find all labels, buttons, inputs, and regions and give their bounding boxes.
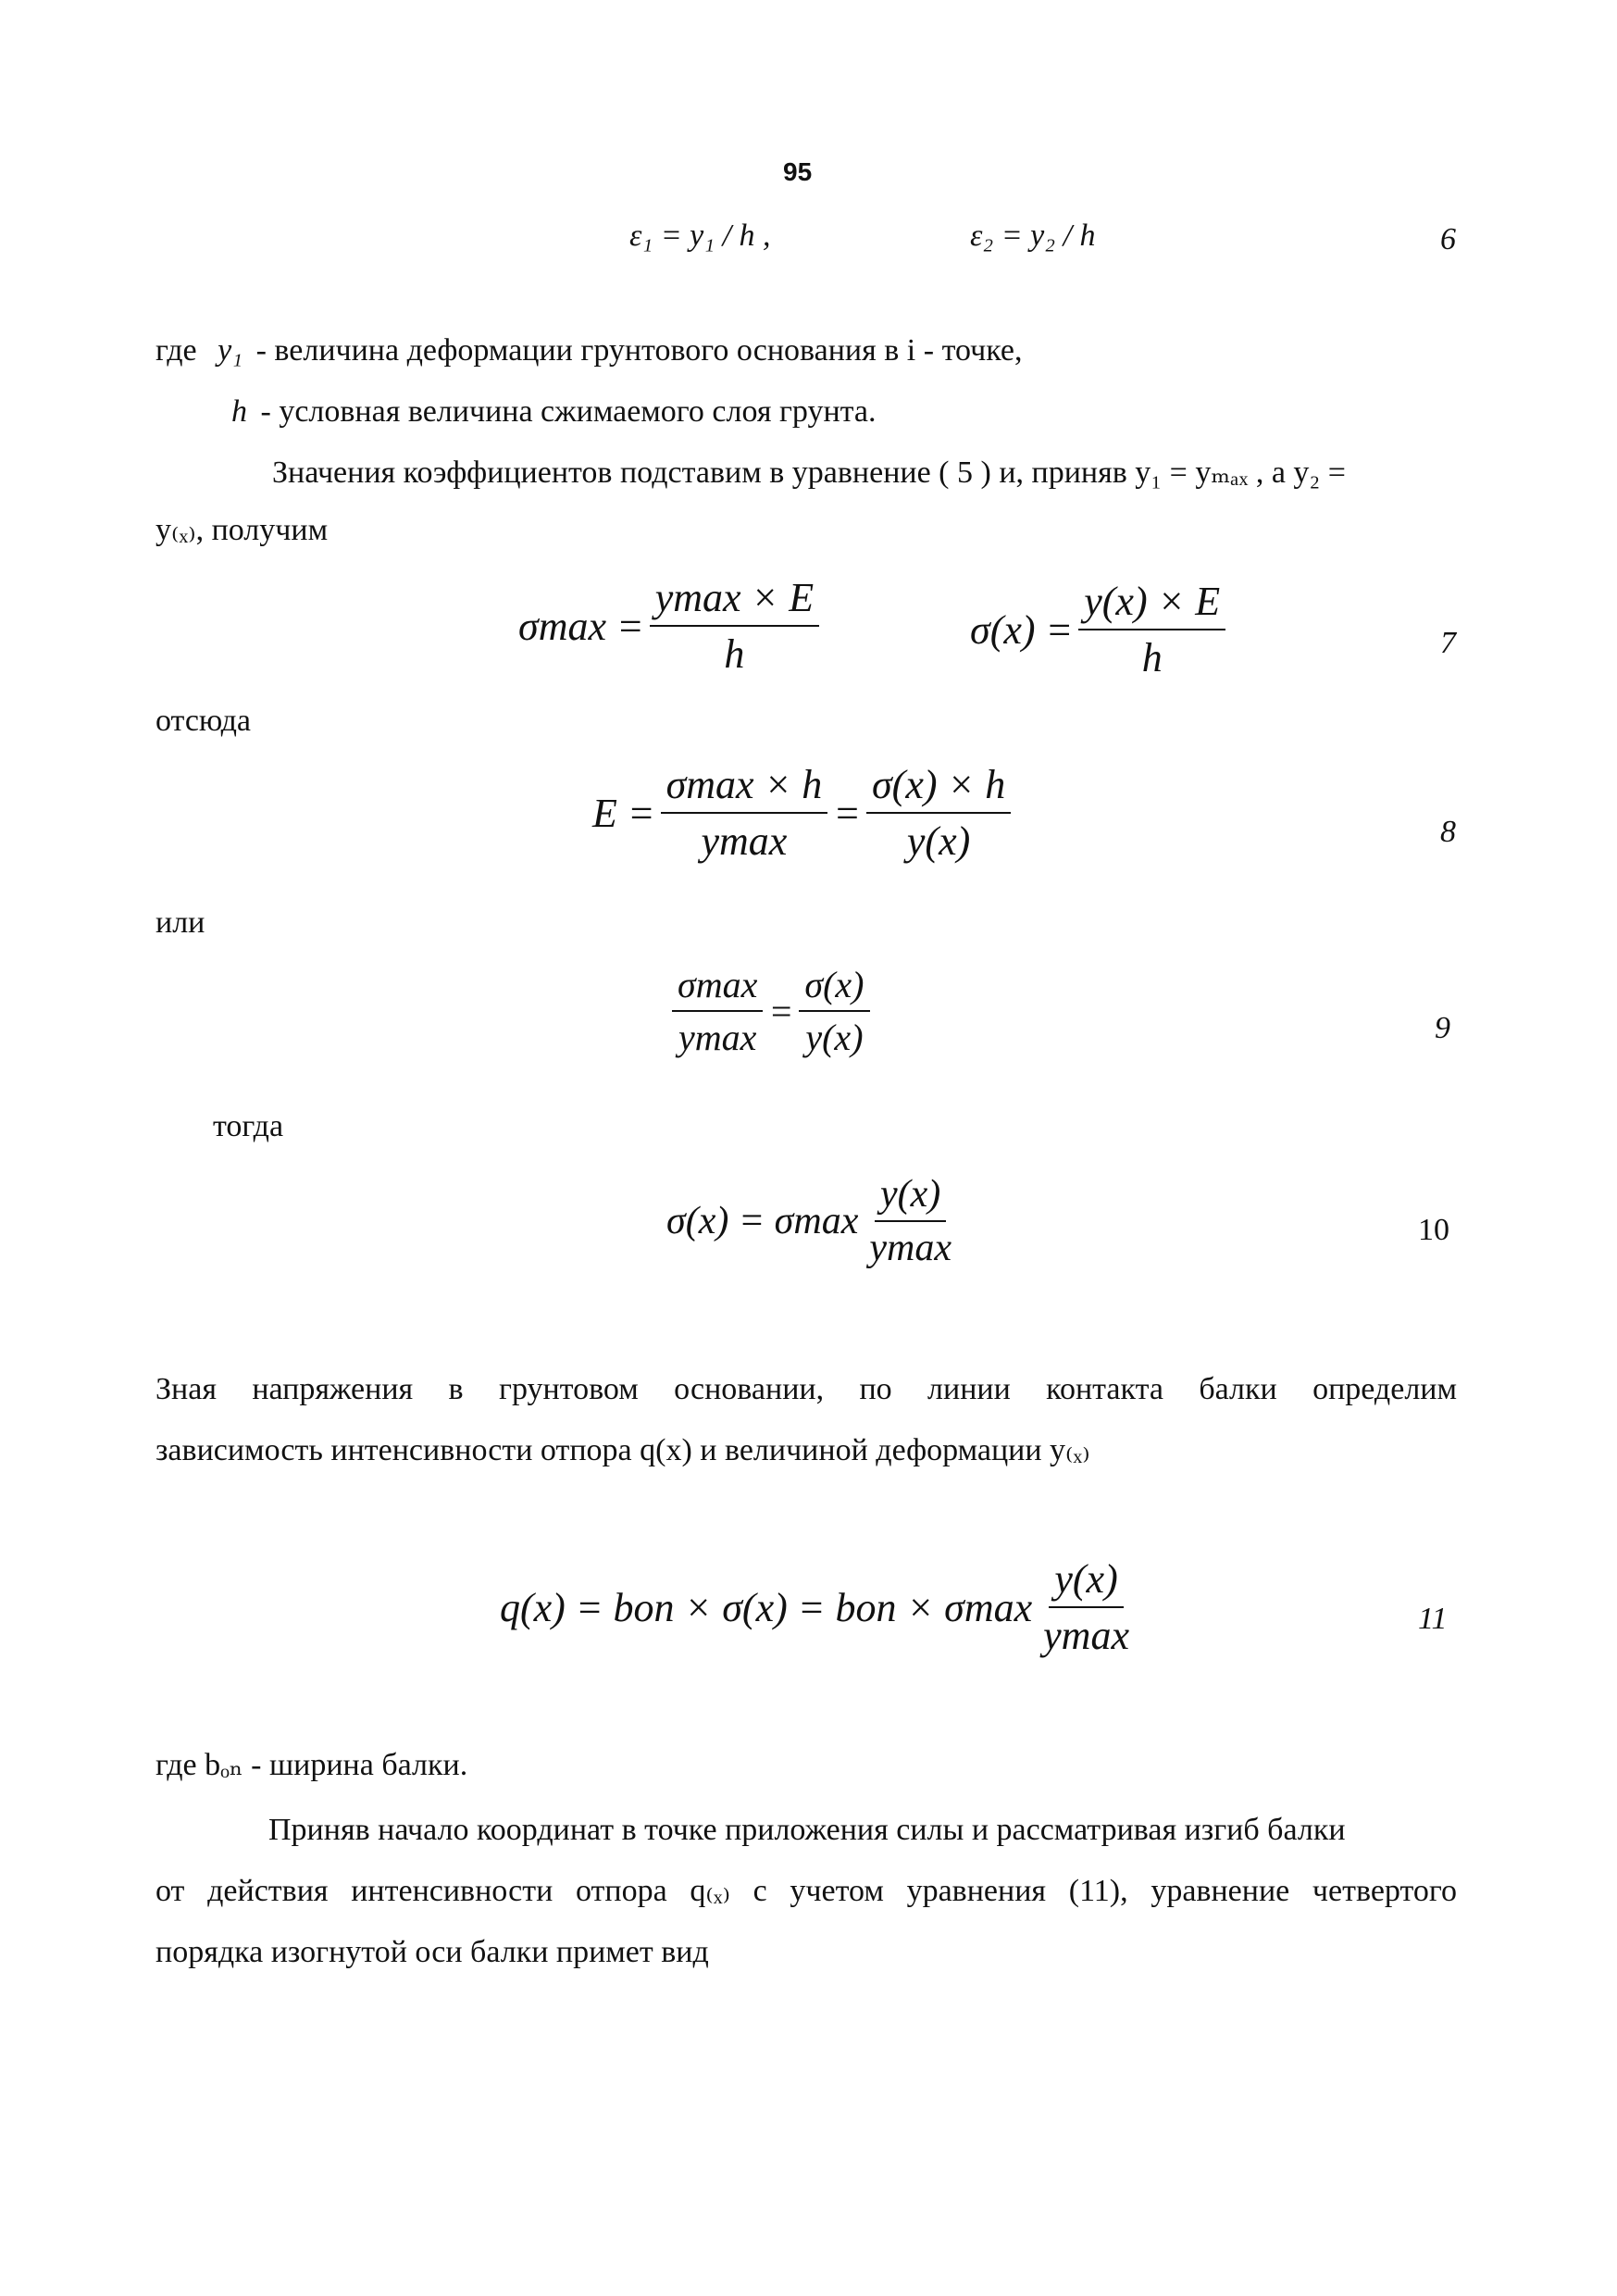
equation-9-fraction-1-denominator: ymax <box>678 1017 757 1058</box>
definition-y1-var: y₁ <box>218 333 243 368</box>
paragraph-3-line-2: от действия интенсивности отпора q₍ₓ₎ с учетом уравнения (11), уравнение четвертого <box>155 1874 1457 1908</box>
equation-9-fraction-1-numerator: σmax <box>672 963 763 1012</box>
equation-7-right-numerator: y(x) × E <box>1078 578 1225 630</box>
equation-9-fraction-2-numerator: σ(x) <box>799 963 869 1012</box>
equation-9 <box>666 963 876 1059</box>
definition-bon: где bₒₙ - ширина балки. <box>155 1748 468 1782</box>
equation-8-fraction-1-numerator: σmax × h <box>661 761 828 814</box>
equation-8-fraction-1-denominator: ymax <box>701 818 788 864</box>
equation-11-denominator: ymax <box>1043 1613 1129 1658</box>
equation-10-lhs: σ(x) = σmax <box>666 1200 859 1242</box>
equation-7-right-denominator: h <box>1141 635 1163 680</box>
word-togda: тогда <box>213 1109 284 1143</box>
equation-7-left-denominator: h <box>724 631 745 677</box>
definition-h-text: - условная величина сжимаемого слоя грунта. <box>260 394 877 429</box>
definition-y1 <box>155 326 1022 376</box>
equation-6-left: ε₁ = y₁ / h , <box>629 218 771 253</box>
equation-6-number: 6 <box>1440 222 1456 256</box>
paragraph-1-line-1: Значения коэффициентов подставим в уравнение ( 5 ) и, приняв y₁ = yₘₐₓ , а y₂ = <box>272 455 1346 490</box>
word-otsyuda: отсюда <box>155 704 251 738</box>
equation-7-left <box>518 574 825 678</box>
paragraph-3-line-3: порядка изогнутой оси балки примет вид <box>155 1935 709 1969</box>
equation-6-right: ε₂ = y₂ / h <box>970 218 1096 253</box>
definition-h <box>231 387 877 437</box>
paragraph-2-line-1: Зная напряжения в грунтовом основании, по линии контакта балки определим <box>155 1372 1457 1406</box>
definition-y1-prefix: где <box>155 333 197 368</box>
paragraph-2-line-2: зависимость интенсивности отпора q(x) и величиной деформации y₍ₓ₎ <box>155 1433 1090 1467</box>
equation-10-number: 10 <box>1418 1213 1449 1247</box>
equation-8-lhs: E = <box>592 790 655 836</box>
equation-11-lhs: q(x) = bon × σ(x) = bon × σmax <box>500 1584 1033 1630</box>
equation-9-number: 9 <box>1435 1011 1450 1045</box>
equation-7-number: 7 <box>1440 626 1456 660</box>
equation-8-number: 8 <box>1440 815 1456 849</box>
equation-9-equals: = <box>768 990 794 1032</box>
equation-9-fraction-2-denominator: y(x) <box>805 1017 864 1058</box>
equation-7-left-numerator: ymax × E <box>650 574 819 627</box>
definition-h-var: h <box>231 394 247 429</box>
equation-10-numerator: y(x) <box>875 1172 946 1222</box>
equation-7-left-lhs: σmax = <box>518 603 644 649</box>
word-ili: или <box>155 905 205 940</box>
paragraph-3-line-1: Приняв начало координат в точке приложения силы и рассматривая изгиб балки <box>268 1813 1346 1847</box>
page-number: 95 <box>783 157 813 186</box>
equation-11-numerator: y(x) <box>1049 1555 1123 1608</box>
paragraph-1-line-2: y₍ₓ₎, получим <box>155 513 329 547</box>
equation-10-denominator: ymax <box>869 1227 952 1269</box>
equation-7-right <box>970 578 1231 681</box>
equation-11-number: 11 <box>1418 1602 1448 1636</box>
equation-8-fraction-2-numerator: σ(x) × h <box>866 761 1011 814</box>
equation-8 <box>592 761 1016 865</box>
equation-8-equals: = <box>833 790 861 836</box>
equation-7-right-lhs: σ(x) = <box>970 606 1074 653</box>
equation-11 <box>500 1555 1140 1659</box>
equation-10 <box>666 1172 963 1270</box>
definition-y1-text: - величина деформации грунтового основания в i - точке, <box>255 333 1023 368</box>
equation-8-fraction-2-denominator: y(x) <box>906 818 971 864</box>
